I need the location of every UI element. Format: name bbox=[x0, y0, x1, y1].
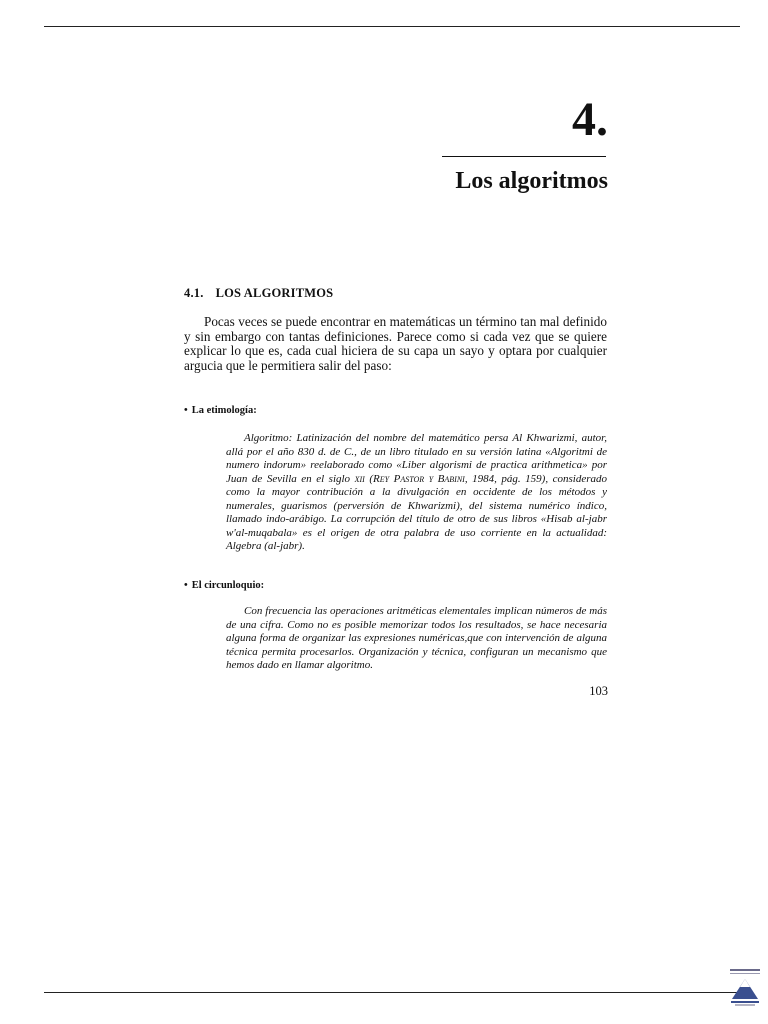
citation-open: ( bbox=[369, 472, 374, 485]
etymology-heading-label: La etimología: bbox=[191, 405, 257, 416]
etymology-text-part1: Algoritmo: Latinización del nombre del matemático persa Al Khwarizmi, autor, allá por el año 830 d. de C., de un libro titulado en su versión latina «Algoritmi de numero indorum» reelaborado como «Liber algorismi de practica arithmetica» por Juan de Sevilla en el siglo bbox=[226, 432, 607, 485]
etymology-text-part2: , 1984, pág. 159), considerado como la mayor contribución a la divulgación en occidente de los métodos y numerales, guarismos (perversión de Khwarizmi), del sistema numérico índico, llamado indo-arábigo. La corrupción del título de otro de sus libros «Hisab al-jabr w'al-muqabala» es el origen de otra palabra de uso corriente en la actualidad: Algebra (al-jabr). bbox=[226, 472, 608, 552]
page-number: 103 bbox=[589, 684, 608, 698]
citation-authors: Rey Pastor y Babini bbox=[373, 472, 465, 485]
bullet-icon: • bbox=[184, 580, 188, 591]
chapter-rule bbox=[442, 156, 606, 157]
section-heading bbox=[184, 286, 607, 301]
bottom-rule bbox=[44, 992, 740, 993]
circumlocution-heading-label: El circunloquio: bbox=[191, 580, 265, 591]
section-title: LOS ALGORITMOS bbox=[215, 286, 334, 300]
chapter-title: Los algoritmos bbox=[455, 168, 608, 194]
section-number: 4.1. bbox=[184, 286, 204, 300]
chapter-number: 4. bbox=[572, 93, 608, 146]
circumlocution-heading bbox=[184, 580, 607, 591]
intro-paragraph: Pocas veces se puede encontrar en matemáticas un término tan mal definido y sin embargo con tantas definiciones. Parece como si cada vez que se quiere explicar lo que es, cada cual hiciera de su capa un sayo y optara por cualquier argucia que le permitiera salir del paso: bbox=[184, 314, 607, 373]
bullet-icon: • bbox=[184, 405, 188, 416]
circumlocution-quote: Con frecuencia las operaciones aritméticas elementales implican números de más de una cifra. Como no es posible memorizar todos los resultados, se hace necesaria alguna forma de organizar las expresiones numéricas,que con intervención de alguna técnica permita procesarlos. Organización y técnica, configuran un mecanismo que hemos dado en llamar algoritmo. bbox=[226, 605, 607, 671]
publisher-mountain-logo-icon bbox=[729, 967, 761, 1007]
top-rule bbox=[44, 26, 740, 27]
etymology-quote bbox=[226, 432, 607, 554]
century-numeral: xii bbox=[354, 472, 365, 485]
etymology-heading bbox=[184, 405, 607, 416]
